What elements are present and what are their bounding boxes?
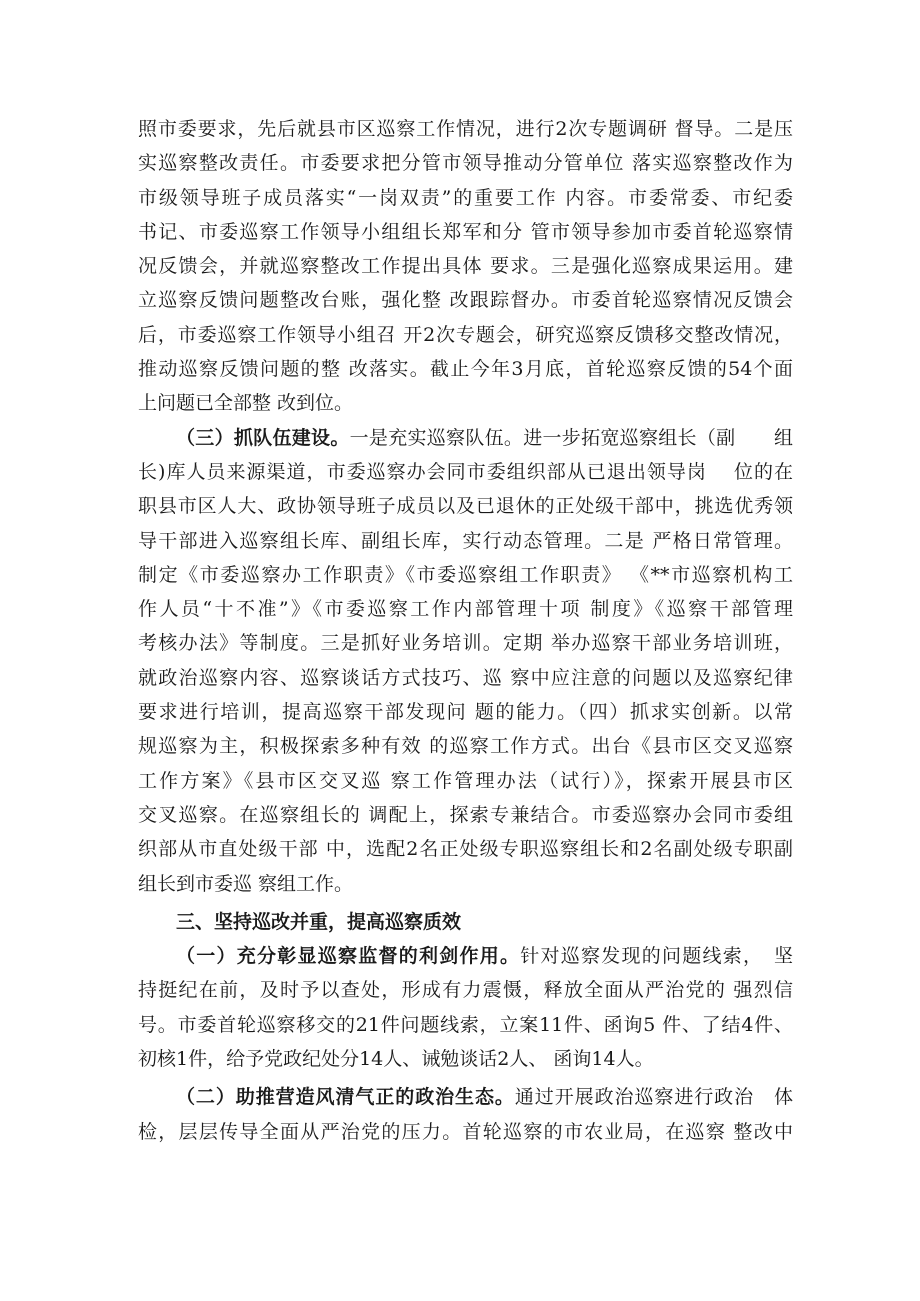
paragraph-political-ecology	[138, 1080, 793, 1149]
paragraph-continuation	[138, 112, 793, 421]
text-line: 后，市委巡察工作领导小组召 开2次专题会，研究巡察反馈移交整改情况，	[138, 323, 793, 346]
text-line: 况反馈会，并就巡察整改工作提出具体 要求。三是强化巡察成果运用。建	[138, 255, 793, 278]
text-line: 长)库人员来源渠道，市委巡察办会同市委组织部从已退出领导岗 位的在	[138, 460, 793, 483]
text-line	[138, 421, 793, 455]
paragraph-team-building	[138, 421, 793, 901]
text-line: 检，层层传导全面从严治党的压力。首轮巡察的市农业局，在巡察 整改中	[138, 1120, 793, 1143]
paragraph-lead: （二）助推营造风清气正的政治生态。	[176, 1086, 515, 1109]
section-heading: 三、坚持巡改并重，提高巡察质效	[176, 910, 462, 933]
paragraph-lead: （一）充分彰显巡察监督的利剑作用。	[176, 945, 521, 968]
paragraph-lead-rest: 针对巡察发现的问题线索， 坚	[520, 945, 793, 968]
text-line: 照市委要求，先后就县市区巡察工作情况，进行2次专题调研 督导。二是压	[138, 118, 793, 140]
text-line: 初核1件，给予党政纪处分14人、诫勉谈话2人、 函询14人。	[138, 1048, 654, 1071]
text-line: 工作方案》《县市区交叉巡 察工作管理办法（试行）》，探索开展县市区	[138, 769, 793, 792]
text-line: 织部从市直处级干部 中，选配2名正处级专职巡察组长和2名副处级专职副	[138, 838, 793, 861]
paragraph-lead-rest: 通过开展政治巡察进行政治 体	[514, 1086, 793, 1109]
text-line: 规巡察为主，积极探索多种有效 的巡察工作方式。出台《县市区交叉巡察	[138, 735, 793, 758]
text-line: 要求进行培训，提高巡察干部发现问 题的能力。（四）抓求实创新。以常	[138, 701, 793, 724]
paragraph-lead: （三）抓队伍建设。	[176, 426, 350, 449]
text-line: 考核办法》等制度。三是抓好业务培训。定期 举办巡察干部业务培训班，	[138, 632, 793, 655]
text-line: 推动巡察反馈问题的整 改落实。截止今年3月底，首轮巡察反馈的54个面	[138, 358, 793, 381]
document-body	[138, 112, 793, 1149]
text-line: 职县市区人大、政协领导班子成员以及已退休的正处级干部中，挑选优秀领	[138, 495, 793, 518]
text-line: 交叉巡察。在巡察组长的 调配上，探索专兼结合。市委巡察办会同市委组	[138, 803, 793, 826]
text-line: 组长到市委巡 察组工作。	[138, 872, 354, 895]
text-line: 号。市委首轮巡察移交的21件问题线索，立案11件、函询5 件、了结4件、	[138, 1013, 793, 1036]
text-line: 持挺纪在前，及时予以查处，形成有力震慑，释放全面从严治党的 强烈信	[138, 979, 793, 1002]
text-line: 制定《市委巡察办工作职责》《市委巡察组工作职责》 《**市巡察机构工	[138, 563, 793, 586]
text-line: 书记、市委巡察工作领导小组组长郑军和分 管市领导参加市委首轮巡察情	[138, 220, 793, 243]
paragraph-sword-role	[138, 939, 793, 1076]
text-line	[138, 1080, 793, 1114]
text-line: 立巡察反馈问题整改台账，强化整 改跟踪督办。市委首轮巡察情况反馈会	[138, 289, 793, 312]
text-line	[138, 939, 793, 973]
paragraph-lead-rest: 一是充实巡察队伍。进一步拓宽巡察组长（副 组	[349, 426, 793, 449]
text-line: 导干部进入巡察组长库、副组长库，实行动态管理。二是 严格日常管理。	[138, 529, 793, 552]
text-line: 就政治巡察内容、巡察谈话方式技巧、巡 察中应注意的问题以及巡察纪律	[138, 666, 793, 689]
text-line: 上问题已全部整 改到位。	[138, 392, 354, 415]
text-line: 实巡察整改责任。市委要求把分管市领导推动分管单位 落实巡察整改作为	[138, 152, 793, 175]
text-line: 市级领导班子成员落实“一岗双责”的重要工作 内容。市委常委、市纪委	[138, 186, 793, 209]
text-line: 作人员“十不准”》《市委巡察工作内部管理十项 制度》《巡察干部管理	[138, 598, 793, 621]
